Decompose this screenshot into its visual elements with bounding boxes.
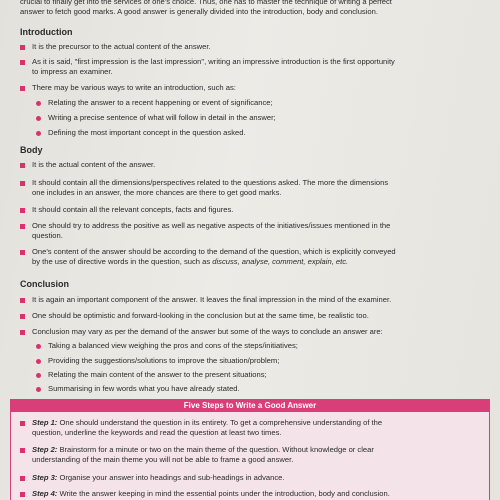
step-text: Write the answer keeping in mind the essential points under the introduction, body and conclusion. bbox=[57, 489, 390, 498]
steps-banner: Five Steps to Write a Good Answer bbox=[10, 399, 490, 412]
square-bullet-icon bbox=[20, 421, 25, 426]
bullet-line: It is the actual content of the answer. bbox=[32, 160, 156, 169]
intro-paragraph-line-2: answer to fetch good marks. A good answer is generally divided into the introduction, body and conclusion. bbox=[20, 7, 378, 16]
square-bullet-icon bbox=[20, 163, 25, 168]
body-bullet bbox=[20, 205, 490, 215]
step-label: Step 1: bbox=[32, 418, 58, 427]
conclusion-sub-bullet bbox=[36, 370, 490, 380]
step-text: Brainstorm for a minute or two on the main theme of the question. Without knowledge or clear bbox=[57, 445, 374, 454]
introduction-sub-bullet bbox=[36, 98, 490, 108]
square-bullet-icon bbox=[20, 45, 25, 50]
introduction-bullet bbox=[20, 57, 490, 77]
round-bullet-icon bbox=[36, 359, 41, 364]
sub-bullet-text: Providing the suggestions/solutions to improve the situation/problem; bbox=[48, 356, 280, 365]
introduction-bullet bbox=[20, 83, 490, 93]
bullet-line: to impress an examiner. bbox=[32, 67, 113, 76]
sub-bullet-text: Writing a precise sentence of what will follow in detail in the answer; bbox=[48, 113, 276, 122]
step-line: question, underline the keywords and read the question at least two times. bbox=[32, 428, 282, 437]
step-line bbox=[20, 473, 488, 483]
round-bullet-icon bbox=[36, 101, 41, 106]
body-bullet bbox=[20, 178, 490, 198]
square-bullet-icon bbox=[20, 492, 25, 497]
square-bullet-icon bbox=[20, 476, 25, 481]
step-label: Step 4: bbox=[32, 489, 58, 498]
square-bullet-icon bbox=[20, 330, 25, 335]
round-bullet-icon bbox=[36, 387, 41, 392]
bullet-line: It should contain all the relevant concepts, facts and figures. bbox=[32, 205, 234, 214]
bullet-line: One's content of the answer should be according to the demand of the question, which is explicitly conveyed bbox=[32, 247, 396, 256]
bullet-line: Conclusion may vary as per the demand of the answer but some of the ways to conclude an answer are: bbox=[32, 327, 383, 336]
step-item bbox=[20, 489, 488, 499]
bullet-line: As it is said, "first impression is the last impression", writing an impressive introduction is the first opportunity bbox=[32, 57, 395, 66]
conclusion-bullet bbox=[20, 295, 490, 305]
sub-bullet-text: Relating the answer to a recent happening or event of significance; bbox=[48, 98, 273, 107]
step-line: understanding of the main theme you will not be able to frame a good answer. bbox=[32, 455, 294, 464]
square-bullet-icon bbox=[20, 298, 25, 303]
round-bullet-icon bbox=[36, 131, 41, 136]
bullet-line: One should try to address the positive as well as negative aspects of the initiatives/issues mentioned in the bbox=[32, 221, 391, 230]
square-bullet-icon bbox=[20, 448, 25, 453]
conclusion-sub-bullet bbox=[36, 341, 490, 351]
body-bullet bbox=[20, 160, 490, 170]
sub-bullet-text: Relating the main content of the answer to the present situations; bbox=[48, 370, 267, 379]
conclusion-bullet bbox=[20, 311, 490, 321]
square-bullet-icon bbox=[20, 224, 25, 229]
body-bullet bbox=[20, 221, 490, 241]
conclusion-bullet bbox=[20, 327, 490, 337]
bullet-line: It should contain all the dimensions/perspectives related to the questions asked. The more the dimensions bbox=[32, 178, 389, 187]
conclusion-sub-bullet bbox=[36, 384, 490, 394]
body-heading: Body bbox=[20, 145, 43, 155]
bullet-line: It is the precursor to the actual content of the answer. bbox=[32, 42, 211, 51]
bullet-line bbox=[20, 257, 490, 267]
square-bullet-icon bbox=[20, 208, 25, 213]
step-line bbox=[20, 445, 488, 455]
sub-bullet-text: Summarising in few words what you have already stated. bbox=[48, 384, 240, 393]
conclusion-sub-bullet bbox=[36, 356, 490, 366]
square-bullet-icon bbox=[20, 60, 25, 65]
bullet-line: question. bbox=[32, 231, 63, 240]
step-label: Step 3: bbox=[32, 473, 58, 482]
step-text: One should understand the question in its entirety. To get a comprehensive understanding of the bbox=[57, 418, 383, 427]
body-bullet bbox=[20, 247, 490, 267]
bullet-line: It is again an important component of the answer. It leaves the final impression in the mind of the examiner. bbox=[32, 295, 392, 304]
round-bullet-icon bbox=[36, 344, 41, 349]
square-bullet-icon bbox=[20, 250, 25, 255]
square-bullet-icon bbox=[20, 181, 25, 186]
sub-bullet-text: Taking a balanced view weighing the pros and cons of the steps/initiatives; bbox=[48, 341, 298, 350]
directive-words: discuss, analyse, comment, explain, etc. bbox=[212, 257, 349, 266]
step-text: Organise your answer into headings and sub-headings in advance. bbox=[57, 473, 285, 482]
square-bullet-icon bbox=[20, 86, 25, 91]
step-item bbox=[20, 445, 488, 465]
square-bullet-icon bbox=[20, 314, 25, 319]
bullet-line: one includes in an answer, the more chances are there to get good marks. bbox=[32, 188, 282, 197]
round-bullet-icon bbox=[36, 116, 41, 121]
intro-paragraph-line-1: crucial to finally get into the services of one's choice. Thus, one has to master the technique of writing a perfect bbox=[20, 0, 392, 6]
step-item bbox=[20, 473, 488, 483]
step-item bbox=[20, 418, 488, 438]
introduction-heading: Introduction bbox=[20, 27, 73, 37]
bullet-line: There may be various ways to write an introduction, such as: bbox=[32, 83, 236, 92]
introduction-sub-bullet bbox=[36, 113, 490, 123]
introduction-bullet bbox=[20, 42, 490, 52]
sub-bullet-text: Defining the most important concept in the question asked. bbox=[48, 128, 246, 137]
step-line bbox=[20, 489, 488, 499]
round-bullet-icon bbox=[36, 373, 41, 378]
introduction-sub-bullet bbox=[36, 128, 490, 138]
bullet-line-start: by the use of directive words in the question, such as bbox=[32, 257, 213, 266]
conclusion-heading: Conclusion bbox=[20, 279, 69, 289]
step-line bbox=[20, 418, 488, 428]
step-label: Step 2: bbox=[32, 445, 58, 454]
bullet-line: One should be optimistic and forward-looking in the conclusion but at the same time, be realistic too. bbox=[32, 311, 369, 320]
